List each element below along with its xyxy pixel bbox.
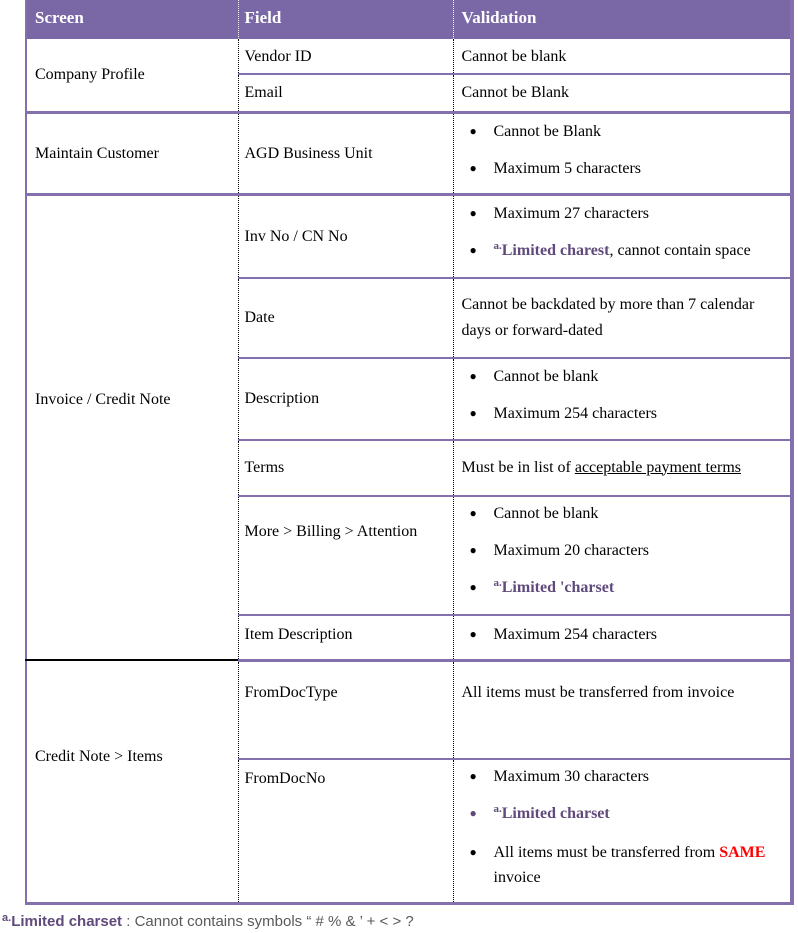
validation-item [470, 840, 783, 890]
footnote-ref: a. [493, 239, 502, 252]
bullet-icon: ● [469, 579, 477, 594]
field-cell: Date [238, 278, 453, 358]
validation-item [470, 401, 783, 426]
validation-list [454, 760, 791, 890]
validation-text [494, 575, 783, 602]
field-cell: Inv No / CN No [238, 194, 453, 278]
screen-cell-invoice-credit-note: Invoice / Credit Note [26, 194, 238, 660]
footnote-term: Limited charset [11, 913, 123, 930]
validation-text: Cannot be blank [493, 504, 599, 522]
validation-text: Maximum 5 characters [493, 159, 641, 177]
field-cell: FromDocNo [238, 759, 453, 904]
validation-item [470, 801, 783, 828]
validation-text: Cannot be backdated by more than 7 calendar days or forward-dated [461, 295, 755, 339]
validation-cell [453, 39, 792, 74]
validation-text-rest: , cannot contain space [609, 241, 751, 259]
validation-text: Maximum 20 characters [493, 541, 649, 559]
bullet-icon: ● [469, 806, 477, 820]
validation-item [470, 201, 783, 226]
bullet-icon: ● [469, 769, 477, 783]
bullet-icon: ● [469, 205, 477, 220]
validation-text-prefix: Must be in list of [461, 458, 575, 476]
validation-cell [453, 74, 792, 112]
validation-cell [453, 112, 792, 194]
validation-list [454, 616, 791, 647]
column-header-validation: Validation [453, 0, 792, 39]
screen-cell-maintain-customer: Maintain Customer [26, 112, 238, 194]
bullet-icon: ● [469, 160, 477, 175]
field-cell: Terms [238, 440, 453, 496]
validation-cell [453, 278, 792, 358]
validation-text: Cannot be blank [461, 48, 567, 65]
validation-list [454, 497, 791, 602]
validation-item [470, 364, 783, 389]
validation-text: All items must be transferred from invoice [461, 683, 735, 701]
validation-text: Maximum 254 characters [493, 404, 657, 422]
bullet-icon: ● [469, 123, 477, 138]
validation-text-rest: invoice [493, 869, 541, 886]
validation-cell [453, 194, 792, 278]
limited-charset-term: Limited charset [501, 805, 610, 822]
field-cell: Item Description [238, 615, 453, 661]
validation-table [25, 0, 794, 905]
validation-text [494, 840, 783, 890]
validation-text [454, 455, 791, 481]
field-cell: FromDocType [238, 660, 453, 759]
validation-item [470, 575, 783, 602]
column-header-field: Field [238, 0, 453, 39]
validation-item [470, 538, 783, 563]
validation-list [454, 359, 791, 426]
validation-item [470, 764, 783, 789]
validation-text: Cannot be Blank [493, 122, 602, 140]
validation-text [494, 238, 783, 265]
field-cell: Description [238, 358, 453, 440]
field-cell: Email [238, 74, 453, 112]
validation-text: Maximum 30 characters [493, 768, 649, 785]
validation-cell [453, 615, 792, 661]
validation-text: Cannot be Blank [461, 84, 570, 101]
bullet-icon: ● [469, 542, 477, 557]
screen-cell-credit-note-items: Credit Note > Items [35, 748, 163, 765]
validation-cell [453, 358, 792, 440]
acceptable-payment-terms-link: acceptable payment terms [574, 458, 741, 476]
validation-text: Maximum 27 characters [493, 204, 649, 222]
bullet-icon: ● [469, 405, 477, 420]
bullet-icon: ● [469, 368, 477, 383]
validation-cell [453, 496, 792, 615]
bullet-icon: ● [469, 242, 477, 257]
validation-text: Maximum 254 characters [493, 625, 657, 643]
table-header-row [26, 0, 792, 39]
footnote [2, 912, 798, 933]
bullet-icon: ● [469, 845, 477, 859]
validation-text [494, 801, 783, 828]
limited-charset-term: Limited charest [501, 241, 610, 259]
table-row-fromdoctype [26, 660, 792, 759]
validation-cell [453, 660, 792, 759]
screen-cell-company-profile: Company Profile [26, 39, 238, 112]
footnote-ref: a. [493, 576, 502, 589]
footnote-ref: a. [493, 803, 502, 815]
validation-cell [453, 759, 792, 904]
validation-item [470, 156, 783, 181]
validation-item [470, 238, 783, 265]
field-cell: More > Billing > Attention [238, 496, 453, 615]
field-cell: AGD Business Unit [238, 112, 453, 194]
same-emphasis: SAME [719, 844, 766, 861]
limited-charset-term: Limited 'charset [501, 578, 615, 596]
validation-item [470, 622, 783, 647]
footnote-text: : Cannot contains symbols “ # % & ’ + < > ? [122, 913, 414, 930]
footnote-marker: a. [2, 912, 12, 924]
field-cell: Vendor ID [238, 39, 453, 74]
validation-list [454, 196, 791, 265]
validation-text: Cannot be blank [493, 367, 599, 385]
column-header-screen: Screen [26, 0, 238, 39]
bullet-icon: ● [469, 505, 477, 520]
validation-item [470, 501, 783, 526]
validation-list [454, 114, 791, 181]
table-row-inv-no [26, 194, 792, 278]
table-row-vendor-id [26, 39, 792, 74]
bullet-icon: ● [469, 626, 477, 641]
validation-cell [453, 440, 792, 496]
validation-text-prefix: All items must be transferred from [493, 844, 720, 861]
table-row-agd-business-unit [26, 112, 792, 194]
validation-item [470, 119, 783, 144]
